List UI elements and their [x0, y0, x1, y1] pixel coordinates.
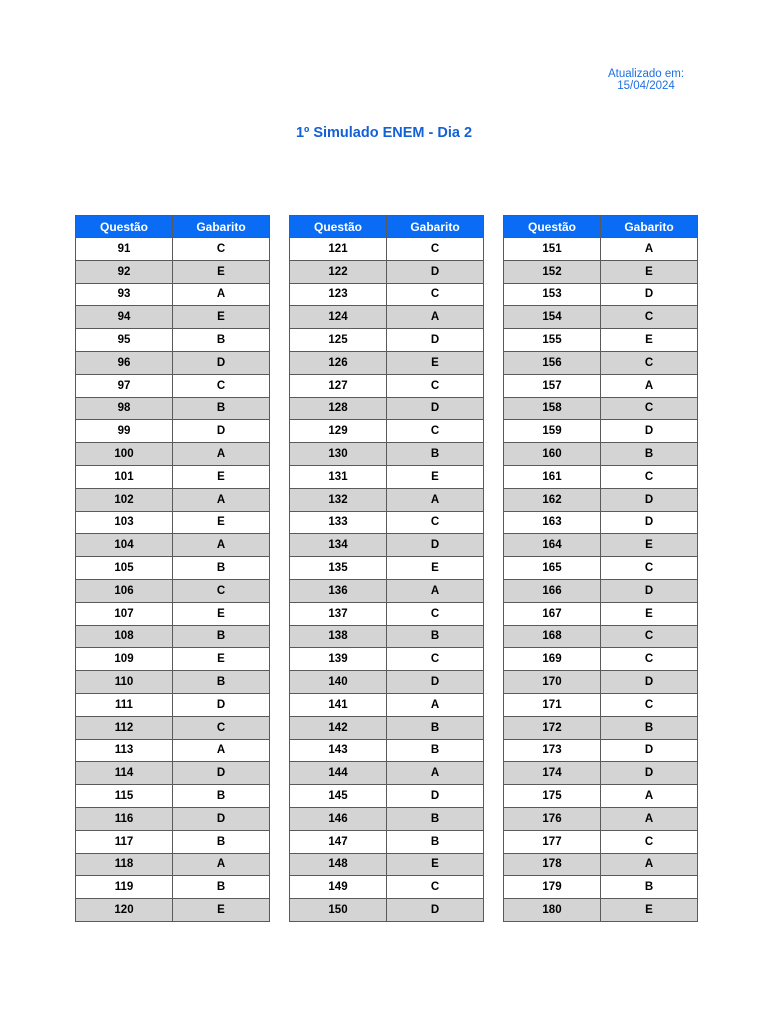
column-header-answer: Gabarito	[387, 216, 484, 238]
table-row	[76, 671, 270, 694]
answer-cell: A	[387, 306, 484, 329]
question-number-cell: 152	[504, 260, 601, 283]
answer-cell: B	[173, 671, 270, 694]
answer-table-1	[75, 215, 270, 922]
table-row	[76, 625, 270, 648]
table-row	[76, 648, 270, 671]
table-row	[76, 511, 270, 534]
answer-cell: B	[173, 329, 270, 352]
answer-cell: C	[601, 693, 698, 716]
table-row	[290, 602, 484, 625]
answer-cell: C	[387, 283, 484, 306]
table-row	[504, 260, 698, 283]
question-number-cell: 150	[290, 899, 387, 922]
answer-cell: D	[601, 420, 698, 443]
question-number-cell: 128	[290, 397, 387, 420]
question-number-cell: 167	[504, 602, 601, 625]
answer-cell: D	[173, 351, 270, 374]
table-row	[290, 579, 484, 602]
answer-cell: D	[387, 534, 484, 557]
question-number-cell: 122	[290, 260, 387, 283]
question-number-cell: 130	[290, 443, 387, 466]
question-number-cell: 156	[504, 351, 601, 374]
table-row	[290, 716, 484, 739]
question-number-cell: 168	[504, 625, 601, 648]
table-row	[290, 625, 484, 648]
question-number-cell: 124	[290, 306, 387, 329]
answer-cell: E	[173, 465, 270, 488]
question-number-cell: 99	[76, 420, 173, 443]
answer-cell: A	[173, 853, 270, 876]
answer-cell: B	[173, 397, 270, 420]
question-number-cell: 113	[76, 739, 173, 762]
table-row	[290, 260, 484, 283]
question-number-cell: 117	[76, 830, 173, 853]
answer-cell: D	[387, 260, 484, 283]
answer-cell: C	[601, 830, 698, 853]
question-number-cell: 112	[76, 716, 173, 739]
question-number-cell: 171	[504, 693, 601, 716]
question-number-cell: 116	[76, 807, 173, 830]
table-row	[76, 283, 270, 306]
table-row	[504, 374, 698, 397]
question-number-cell: 137	[290, 602, 387, 625]
answer-cell: E	[601, 899, 698, 922]
question-number-cell: 178	[504, 853, 601, 876]
column-header-answer: Gabarito	[601, 216, 698, 238]
answer-cell: E	[173, 899, 270, 922]
answer-cell: C	[387, 511, 484, 534]
question-number-cell: 146	[290, 807, 387, 830]
answer-cell: A	[601, 238, 698, 261]
table-row	[76, 397, 270, 420]
question-number-cell: 143	[290, 739, 387, 762]
question-number-cell: 161	[504, 465, 601, 488]
updated-stamp	[596, 68, 696, 92]
question-number-cell: 148	[290, 853, 387, 876]
table-row	[290, 488, 484, 511]
table-row	[504, 853, 698, 876]
table-row	[504, 830, 698, 853]
table-row	[76, 443, 270, 466]
question-number-cell: 179	[504, 876, 601, 899]
table-row	[290, 374, 484, 397]
column-header-question: Questão	[504, 216, 601, 238]
table-row	[76, 374, 270, 397]
answer-cell: D	[601, 579, 698, 602]
answer-cell: D	[387, 397, 484, 420]
answer-cell: C	[387, 602, 484, 625]
table-row	[504, 465, 698, 488]
question-number-cell: 111	[76, 693, 173, 716]
question-number-cell: 107	[76, 602, 173, 625]
table-row	[504, 443, 698, 466]
table-row	[290, 511, 484, 534]
answer-cell: B	[387, 443, 484, 466]
answer-cell: B	[601, 443, 698, 466]
question-number-cell: 119	[76, 876, 173, 899]
answer-cell: C	[601, 306, 698, 329]
answer-cell: C	[601, 625, 698, 648]
question-number-cell: 174	[504, 762, 601, 785]
table-row	[504, 671, 698, 694]
question-number-cell: 134	[290, 534, 387, 557]
question-number-cell: 155	[504, 329, 601, 352]
updated-label: Atualizado em:	[607, 68, 685, 80]
question-number-cell: 91	[76, 238, 173, 261]
answer-cell: C	[387, 374, 484, 397]
table-row	[76, 351, 270, 374]
question-number-cell: 127	[290, 374, 387, 397]
table-row	[290, 351, 484, 374]
question-number-cell: 98	[76, 397, 173, 420]
question-number-cell: 135	[290, 557, 387, 580]
question-number-cell: 125	[290, 329, 387, 352]
answer-cell: D	[601, 671, 698, 694]
question-number-cell: 120	[76, 899, 173, 922]
question-number-cell: 162	[504, 488, 601, 511]
answer-cell: B	[387, 716, 484, 739]
answer-cell: D	[173, 420, 270, 443]
table-row	[504, 557, 698, 580]
answer-cell: C	[173, 238, 270, 261]
answer-cell: D	[387, 785, 484, 808]
answer-cell: D	[601, 488, 698, 511]
table-row	[76, 465, 270, 488]
table-row	[504, 807, 698, 830]
answer-cell: D	[601, 762, 698, 785]
table-row	[504, 876, 698, 899]
answer-cell: B	[173, 785, 270, 808]
question-number-cell: 136	[290, 579, 387, 602]
table-row	[76, 557, 270, 580]
question-number-cell: 153	[504, 283, 601, 306]
table-row	[76, 830, 270, 853]
table-row	[290, 899, 484, 922]
answer-cell: A	[601, 785, 698, 808]
table-row	[290, 329, 484, 352]
question-number-cell: 166	[504, 579, 601, 602]
question-number-cell: 149	[290, 876, 387, 899]
question-number-cell: 154	[504, 306, 601, 329]
table-row	[504, 648, 698, 671]
table-row	[290, 762, 484, 785]
question-number-cell: 133	[290, 511, 387, 534]
table-row	[290, 785, 484, 808]
table-row	[290, 830, 484, 853]
table-row	[76, 785, 270, 808]
answer-cell: E	[173, 260, 270, 283]
question-number-cell: 132	[290, 488, 387, 511]
question-number-cell: 109	[76, 648, 173, 671]
table-row	[290, 465, 484, 488]
question-number-cell: 173	[504, 739, 601, 762]
answer-cell: D	[387, 329, 484, 352]
answer-cell: E	[387, 465, 484, 488]
question-number-cell: 96	[76, 351, 173, 374]
answer-cell: C	[387, 420, 484, 443]
answer-cell: E	[601, 534, 698, 557]
table-row	[290, 443, 484, 466]
question-number-cell: 141	[290, 693, 387, 716]
question-number-cell: 159	[504, 420, 601, 443]
answer-cell: E	[601, 329, 698, 352]
table-row	[504, 625, 698, 648]
table-row	[504, 420, 698, 443]
table-row	[504, 351, 698, 374]
question-number-cell: 104	[76, 534, 173, 557]
answer-cell: C	[173, 716, 270, 739]
table-row	[76, 716, 270, 739]
table-row	[504, 238, 698, 261]
answer-cell: B	[387, 739, 484, 762]
question-number-cell: 163	[504, 511, 601, 534]
table-row	[504, 602, 698, 625]
table-row	[290, 807, 484, 830]
question-number-cell: 123	[290, 283, 387, 306]
table-row	[76, 329, 270, 352]
table-row	[290, 671, 484, 694]
answer-cell: A	[173, 283, 270, 306]
question-number-cell: 138	[290, 625, 387, 648]
question-number-cell: 140	[290, 671, 387, 694]
answer-cell: E	[601, 260, 698, 283]
question-number-cell: 144	[290, 762, 387, 785]
answer-cell: A	[173, 739, 270, 762]
answer-cell: A	[601, 374, 698, 397]
answer-cell: C	[601, 351, 698, 374]
question-number-cell: 172	[504, 716, 601, 739]
question-number-cell: 93	[76, 283, 173, 306]
question-number-cell: 121	[290, 238, 387, 261]
question-number-cell: 177	[504, 830, 601, 853]
answer-cell: B	[173, 830, 270, 853]
answer-cell: A	[601, 853, 698, 876]
answer-cell: C	[173, 579, 270, 602]
question-number-cell: 160	[504, 443, 601, 466]
question-number-cell: 169	[504, 648, 601, 671]
answer-table-3	[503, 215, 698, 922]
question-number-cell: 165	[504, 557, 601, 580]
column-header-question: Questão	[290, 216, 387, 238]
answer-table-2	[289, 215, 484, 922]
answer-cell: C	[387, 876, 484, 899]
table-row	[290, 853, 484, 876]
table-row	[76, 876, 270, 899]
question-number-cell: 158	[504, 397, 601, 420]
question-number-cell: 157	[504, 374, 601, 397]
table-row	[504, 785, 698, 808]
table-row	[76, 306, 270, 329]
answer-cell: B	[601, 876, 698, 899]
question-number-cell: 95	[76, 329, 173, 352]
table-row	[76, 238, 270, 261]
table-row	[290, 283, 484, 306]
table-row	[290, 557, 484, 580]
table-row	[504, 716, 698, 739]
answer-cell: C	[387, 238, 484, 261]
table-row	[290, 739, 484, 762]
table-row	[76, 602, 270, 625]
answer-cell: C	[173, 374, 270, 397]
question-number-cell: 164	[504, 534, 601, 557]
answer-cell: A	[387, 488, 484, 511]
table-row	[290, 397, 484, 420]
answer-cell: B	[387, 807, 484, 830]
question-number-cell: 105	[76, 557, 173, 580]
table-row	[290, 648, 484, 671]
question-number-cell: 108	[76, 625, 173, 648]
answer-cell: E	[601, 602, 698, 625]
answer-cell: E	[173, 602, 270, 625]
table-row	[76, 853, 270, 876]
table-row	[76, 693, 270, 716]
question-number-cell: 94	[76, 306, 173, 329]
updated-date: 15/04/2024	[617, 80, 675, 92]
table-row	[504, 899, 698, 922]
answer-cell: D	[601, 283, 698, 306]
table-row	[76, 534, 270, 557]
table-row	[76, 579, 270, 602]
answer-cell: E	[387, 351, 484, 374]
answer-cell: A	[173, 443, 270, 466]
table-row	[504, 397, 698, 420]
answer-cell: B	[601, 716, 698, 739]
table-row	[76, 899, 270, 922]
question-number-cell: 180	[504, 899, 601, 922]
question-number-cell: 101	[76, 465, 173, 488]
table-row	[76, 420, 270, 443]
page-title: 1º Simulado ENEM - Dia 2	[295, 125, 473, 141]
question-number-cell: 139	[290, 648, 387, 671]
question-number-cell: 147	[290, 830, 387, 853]
table-row	[76, 762, 270, 785]
answer-cell: A	[173, 488, 270, 511]
answer-cell: D	[387, 671, 484, 694]
table-row	[504, 511, 698, 534]
question-number-cell: 170	[504, 671, 601, 694]
table-row	[504, 329, 698, 352]
answer-cell: B	[173, 557, 270, 580]
question-number-cell: 103	[76, 511, 173, 534]
question-number-cell: 115	[76, 785, 173, 808]
table-row	[504, 283, 698, 306]
answer-cell: E	[387, 557, 484, 580]
answer-cell: B	[173, 625, 270, 648]
answer-cell: D	[173, 807, 270, 830]
answer-cell: A	[387, 762, 484, 785]
question-number-cell: 126	[290, 351, 387, 374]
question-number-cell: 97	[76, 374, 173, 397]
question-number-cell: 114	[76, 762, 173, 785]
table-row	[504, 579, 698, 602]
column-header-answer: Gabarito	[173, 216, 270, 238]
answer-cell: A	[601, 807, 698, 830]
question-number-cell: 110	[76, 671, 173, 694]
table-row	[504, 488, 698, 511]
table-header-row	[76, 216, 270, 238]
question-number-cell: 100	[76, 443, 173, 466]
answer-cell: D	[387, 899, 484, 922]
question-number-cell: 151	[504, 238, 601, 261]
column-header-question: Questão	[76, 216, 173, 238]
question-number-cell: 92	[76, 260, 173, 283]
table-row	[504, 306, 698, 329]
table-row	[76, 807, 270, 830]
answer-cell: C	[601, 648, 698, 671]
table-row	[504, 739, 698, 762]
table-row	[290, 420, 484, 443]
question-number-cell: 145	[290, 785, 387, 808]
answer-cell: C	[601, 557, 698, 580]
answer-cell: E	[173, 511, 270, 534]
table-row	[290, 306, 484, 329]
answer-cell: D	[601, 511, 698, 534]
answer-cell: D	[173, 693, 270, 716]
table-row	[504, 762, 698, 785]
question-number-cell: 142	[290, 716, 387, 739]
question-number-cell: 129	[290, 420, 387, 443]
table-row	[504, 534, 698, 557]
question-number-cell: 175	[504, 785, 601, 808]
answer-cell: B	[387, 625, 484, 648]
table-row	[76, 488, 270, 511]
answer-cell: C	[601, 465, 698, 488]
table-row	[290, 693, 484, 716]
table-row	[76, 260, 270, 283]
answer-cell: C	[601, 397, 698, 420]
answer-cell: D	[173, 762, 270, 785]
table-row	[290, 876, 484, 899]
answer-cell: A	[173, 534, 270, 557]
answer-cell: E	[387, 853, 484, 876]
answer-cell: D	[601, 739, 698, 762]
question-number-cell: 131	[290, 465, 387, 488]
question-number-cell: 176	[504, 807, 601, 830]
answer-cell: B	[173, 876, 270, 899]
table-row	[290, 534, 484, 557]
answer-cell: A	[387, 693, 484, 716]
table-row	[76, 739, 270, 762]
question-number-cell: 118	[76, 853, 173, 876]
table-header-row	[504, 216, 698, 238]
answer-cell: C	[387, 648, 484, 671]
answer-cell: E	[173, 648, 270, 671]
answer-cell: E	[173, 306, 270, 329]
table-header-row	[290, 216, 484, 238]
table-row	[504, 693, 698, 716]
table-row	[290, 238, 484, 261]
question-number-cell: 106	[76, 579, 173, 602]
answer-cell: B	[387, 830, 484, 853]
answer-cell: A	[387, 579, 484, 602]
question-number-cell: 102	[76, 488, 173, 511]
